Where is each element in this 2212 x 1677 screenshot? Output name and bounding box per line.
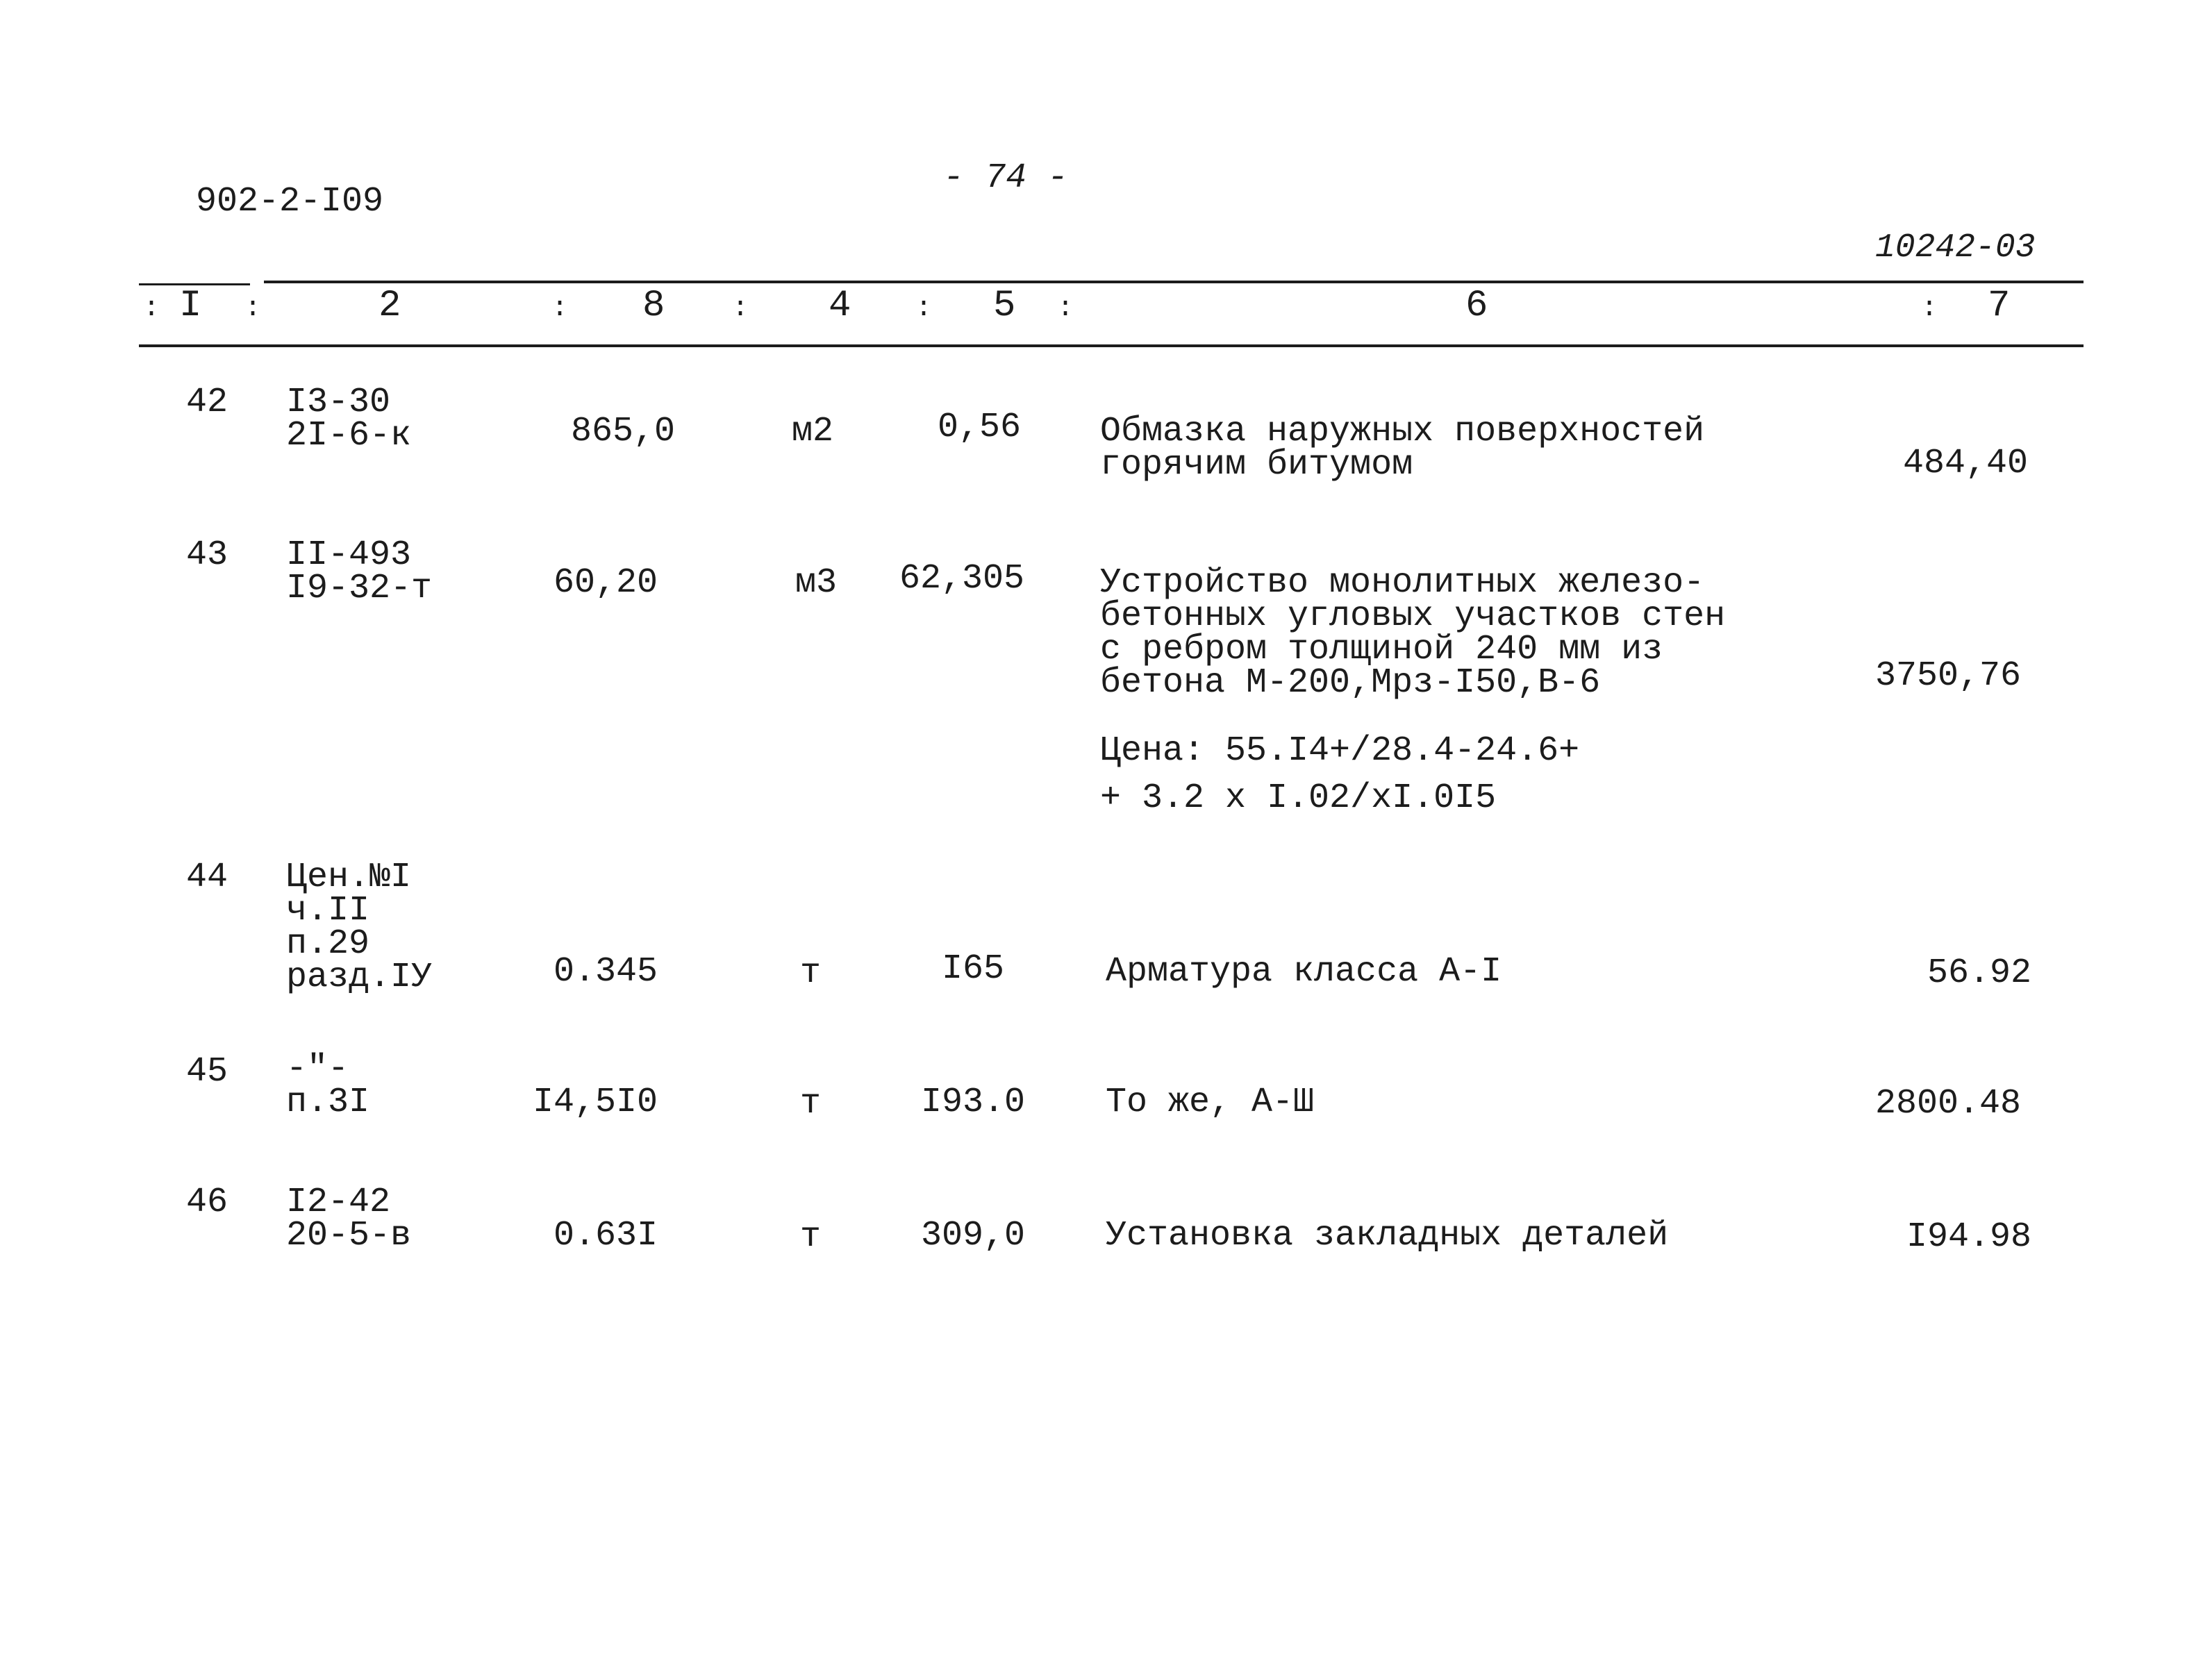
- column-separator: :: [551, 293, 569, 324]
- column-separator: :: [143, 293, 160, 324]
- row-46-description: Установка закладных деталей: [1106, 1216, 1669, 1255]
- row-45-total: 2800.48: [1875, 1084, 2022, 1124]
- row-43-code: II-493 I9-32-т: [286, 535, 433, 608]
- row-43-number: 43: [186, 535, 228, 575]
- col-header-6: 6: [1465, 285, 1488, 327]
- row-45-quantity: I4,5I0: [533, 1083, 658, 1122]
- row-45-price: I93.0: [921, 1083, 1026, 1122]
- row-42-code: I3-30 2I-6-к: [286, 383, 412, 456]
- row-44-unit: т: [800, 953, 822, 993]
- row-43-price: 62,305: [899, 559, 1025, 599]
- column-separator: :: [244, 293, 262, 324]
- col-header-1: I: [179, 285, 202, 327]
- row-45-number: 45: [186, 1052, 228, 1092]
- column-separator: :: [915, 293, 933, 324]
- row-46-number: 46: [186, 1183, 228, 1222]
- column-separator: :: [1921, 293, 1938, 324]
- page-number: - 74 -: [943, 158, 1069, 198]
- row-43-price-note: Цена: 55.I4+/28.4-24.6+ + 3.2 х I.02/хI.0I5: [1100, 731, 1580, 818]
- row-44-code: Цен.№I ч.II п.29 разд.IУ: [286, 858, 433, 997]
- row-42-quantity: 865,0: [571, 412, 676, 451]
- col-header-3: 8: [642, 285, 665, 327]
- row-44-description: Арматура класса А-I: [1106, 952, 1502, 992]
- row-46-price: 309,0: [921, 1216, 1026, 1255]
- row-43-description: Устройство монолитных железо- бетонных угловых участков стен с ребром толщиной 240 мм из бетона М-200,Мрз-I50,В-6: [1100, 563, 1726, 703]
- row-43-quantity: 60,20: [554, 563, 658, 603]
- document-code: 902-2-I09: [196, 182, 384, 222]
- row-44-total: 56.92: [1927, 953, 2032, 993]
- row-43-total: 3750,76: [1875, 656, 2022, 696]
- col-header-5: 5: [993, 285, 1016, 327]
- row-44-quantity: 0.345: [554, 952, 658, 992]
- col-header-4: 4: [829, 285, 851, 327]
- col-header-2: 2: [379, 285, 401, 327]
- row-45-code: -"- п.3I: [286, 1049, 370, 1122]
- header-rule-bottom: [139, 344, 2084, 347]
- row-44-number: 44: [186, 858, 228, 897]
- row-46-quantity: 0.63I: [554, 1216, 658, 1255]
- row-43-unit: м3: [795, 563, 838, 603]
- column-separator: :: [732, 293, 749, 324]
- row-42-number: 42: [186, 383, 228, 422]
- row-45-description: То же, А-Ш: [1106, 1083, 1315, 1122]
- row-42-total: 484,40: [1903, 444, 2029, 483]
- header-rule-top: [264, 281, 2084, 283]
- row-42-price: 0,56: [938, 408, 1022, 447]
- row-46-code: I2-42 20-5-в: [286, 1183, 412, 1255]
- row-46-total: I94.98: [1906, 1217, 2032, 1257]
- reference-number: 10242-03: [1875, 229, 2036, 267]
- column-separator: :: [1057, 293, 1074, 324]
- row-42-unit: м2: [792, 412, 834, 451]
- row-42-description: Обмазка наружных поверхностей горячим битумом: [1100, 412, 1705, 485]
- row-46-unit: т: [800, 1217, 822, 1257]
- row-44-price: I65: [942, 949, 1005, 989]
- row-45-unit: т: [800, 1084, 822, 1124]
- col-header-7: 7: [1988, 285, 2011, 327]
